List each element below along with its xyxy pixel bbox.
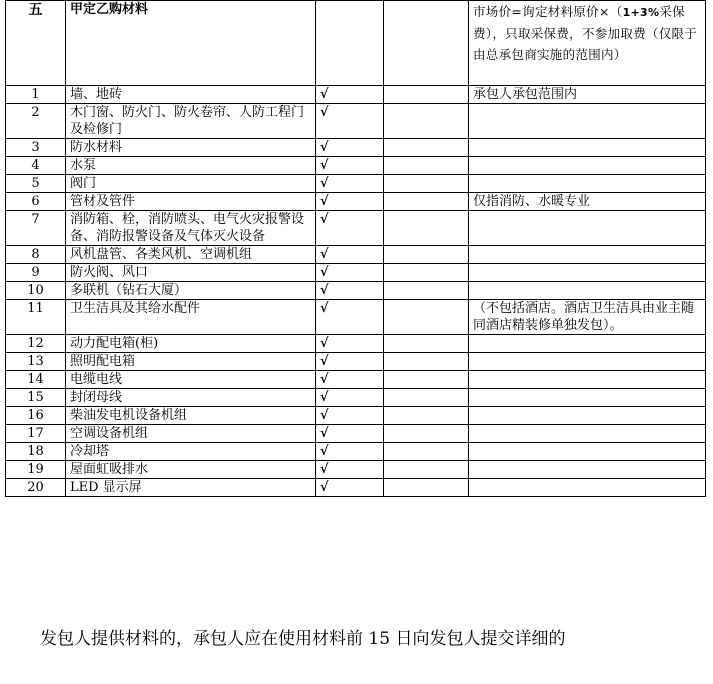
table-row bbox=[6, 335, 706, 353]
row-number: 17 bbox=[6, 425, 66, 443]
table-row bbox=[6, 479, 706, 497]
section-number: 五 bbox=[6, 1, 66, 86]
check-mark-cell: √ bbox=[316, 461, 384, 479]
row-note bbox=[469, 175, 706, 193]
empty-cell bbox=[384, 461, 469, 479]
table-row bbox=[6, 86, 706, 104]
check-mark-cell: √ bbox=[316, 175, 384, 193]
row-note bbox=[469, 282, 706, 300]
material-name: 柴油发电机设备机组 bbox=[66, 407, 316, 425]
empty-cell bbox=[384, 425, 469, 443]
table-row bbox=[6, 104, 706, 139]
material-name: 防火阀、风口 bbox=[66, 264, 316, 282]
table-header-row bbox=[6, 1, 706, 86]
row-note: 承包人承包范围内 bbox=[469, 86, 706, 104]
table-row bbox=[6, 389, 706, 407]
empty-cell bbox=[384, 104, 469, 139]
check-mark-cell: √ bbox=[316, 282, 384, 300]
check-mark-cell: √ bbox=[316, 300, 384, 335]
row-number: 2 bbox=[6, 104, 66, 139]
empty-cell bbox=[384, 246, 469, 264]
check-mark-cell: √ bbox=[316, 407, 384, 425]
row-number: 7 bbox=[6, 211, 66, 246]
row-note bbox=[469, 479, 706, 497]
row-note bbox=[469, 425, 706, 443]
row-number: 5 bbox=[6, 175, 66, 193]
check-mark-cell: √ bbox=[316, 371, 384, 389]
table-row bbox=[6, 175, 706, 193]
table-row bbox=[6, 443, 706, 461]
check-mark-cell: √ bbox=[316, 211, 384, 246]
check-mark-cell: √ bbox=[316, 479, 384, 497]
row-note bbox=[469, 353, 706, 371]
empty-cell bbox=[384, 300, 469, 335]
pricing-note-prefix: 市场价=询定材料原价×（ bbox=[473, 4, 623, 19]
empty-cell bbox=[384, 139, 469, 157]
material-name: 木门窗、防火门、防火卷帘、人防工程门及检修门 bbox=[66, 104, 316, 139]
empty-cell bbox=[384, 479, 469, 497]
row-note bbox=[469, 389, 706, 407]
row-number: 18 bbox=[6, 443, 66, 461]
row-number: 4 bbox=[6, 157, 66, 175]
row-number: 16 bbox=[6, 407, 66, 425]
empty-cell bbox=[384, 86, 469, 104]
empty-cell bbox=[384, 264, 469, 282]
material-name: 风机盘管、各类风机、空调机组 bbox=[66, 246, 316, 264]
table-row bbox=[6, 157, 706, 175]
pricing-note-formula: 1+3% bbox=[622, 6, 660, 19]
pricing-note-rest: 采保费），只取采保费，不参加取费（仅限于由总承包商实施的范围内） bbox=[473, 4, 698, 62]
check-mark-cell: √ bbox=[316, 353, 384, 371]
row-number: 10 bbox=[6, 282, 66, 300]
table-row bbox=[6, 282, 706, 300]
empty-column-cell bbox=[384, 1, 469, 86]
material-name: 墙、地砖 bbox=[66, 86, 316, 104]
material-name: 阀门 bbox=[66, 175, 316, 193]
row-note bbox=[469, 157, 706, 175]
material-name: 消防箱、栓，消防喷头、电气火灾报警设备、消防报警设备及气体灭火设备 bbox=[66, 211, 316, 246]
empty-cell bbox=[384, 353, 469, 371]
check-mark-cell: √ bbox=[316, 86, 384, 104]
check-mark-cell: √ bbox=[316, 157, 384, 175]
material-name: 管材及管件 bbox=[66, 193, 316, 211]
material-name: LED 显示屏 bbox=[66, 479, 316, 497]
empty-cell bbox=[384, 157, 469, 175]
check-mark-cell: √ bbox=[316, 425, 384, 443]
check-mark-cell: √ bbox=[316, 104, 384, 139]
table-row bbox=[6, 139, 706, 157]
row-number: 8 bbox=[6, 246, 66, 264]
material-name: 水泵 bbox=[66, 157, 316, 175]
empty-cell bbox=[384, 175, 469, 193]
row-number: 19 bbox=[6, 461, 66, 479]
material-name: 封闭母线 bbox=[66, 389, 316, 407]
row-number: 13 bbox=[6, 353, 66, 371]
empty-cell bbox=[384, 407, 469, 425]
section-title: 甲定乙购材料 bbox=[66, 1, 316, 86]
material-name: 电缆电线 bbox=[66, 371, 316, 389]
check-mark-cell: √ bbox=[316, 443, 384, 461]
table-row bbox=[6, 211, 706, 246]
material-name: 防水材料 bbox=[66, 139, 316, 157]
row-note bbox=[469, 443, 706, 461]
table-row bbox=[6, 371, 706, 389]
table-row bbox=[6, 353, 706, 371]
check-mark-cell: √ bbox=[316, 389, 384, 407]
row-number: 12 bbox=[6, 335, 66, 353]
row-note bbox=[469, 371, 706, 389]
materials-table bbox=[5, 0, 706, 497]
table-row bbox=[6, 425, 706, 443]
material-name: 屋面虹吸排水 bbox=[66, 461, 316, 479]
material-name: 动力配电箱(柜) bbox=[66, 335, 316, 353]
row-number: 15 bbox=[6, 389, 66, 407]
check-mark-cell: √ bbox=[316, 264, 384, 282]
table-row bbox=[6, 193, 706, 211]
footer-paragraph: 发包人提供材料的，承包人应在使用材料前 15 日向发包人提交详细的 bbox=[40, 629, 566, 649]
row-note bbox=[469, 139, 706, 157]
row-note bbox=[469, 211, 706, 246]
table-row bbox=[6, 300, 706, 335]
row-number: 6 bbox=[6, 193, 66, 211]
empty-cell bbox=[384, 389, 469, 407]
table-row bbox=[6, 461, 706, 479]
row-note bbox=[469, 335, 706, 353]
check-mark-cell: √ bbox=[316, 139, 384, 157]
material-name: 冷却塔 bbox=[66, 443, 316, 461]
row-note: （不包括酒店。酒店卫生洁具由业主随同酒店精装修单独发包）。 bbox=[469, 300, 706, 335]
row-note bbox=[469, 461, 706, 479]
row-number: 1 bbox=[6, 86, 66, 104]
empty-cell bbox=[384, 371, 469, 389]
pricing-note bbox=[469, 1, 706, 86]
table-row bbox=[6, 246, 706, 264]
row-note bbox=[469, 104, 706, 139]
empty-cell bbox=[384, 211, 469, 246]
check-mark-cell: √ bbox=[316, 246, 384, 264]
row-number: 11 bbox=[6, 300, 66, 335]
row-note: 仅指消防、水暖专业 bbox=[469, 193, 706, 211]
row-number: 20 bbox=[6, 479, 66, 497]
empty-cell bbox=[384, 335, 469, 353]
check-mark-cell: √ bbox=[316, 335, 384, 353]
row-number: 9 bbox=[6, 264, 66, 282]
material-name: 空调设备机组 bbox=[66, 425, 316, 443]
check-mark-cell: √ bbox=[316, 193, 384, 211]
empty-cell bbox=[384, 193, 469, 211]
empty-cell bbox=[384, 443, 469, 461]
row-note bbox=[469, 246, 706, 264]
row-number: 3 bbox=[6, 139, 66, 157]
row-note bbox=[469, 407, 706, 425]
row-note bbox=[469, 264, 706, 282]
check-column-cell bbox=[316, 1, 384, 86]
material-name: 卫生洁具及其给水配件 bbox=[66, 300, 316, 335]
empty-cell bbox=[384, 282, 469, 300]
table-row bbox=[6, 264, 706, 282]
row-number: 14 bbox=[6, 371, 66, 389]
material-name: 照明配电箱 bbox=[66, 353, 316, 371]
material-name: 多联机（钻石大厦） bbox=[66, 282, 316, 300]
table-row bbox=[6, 407, 706, 425]
